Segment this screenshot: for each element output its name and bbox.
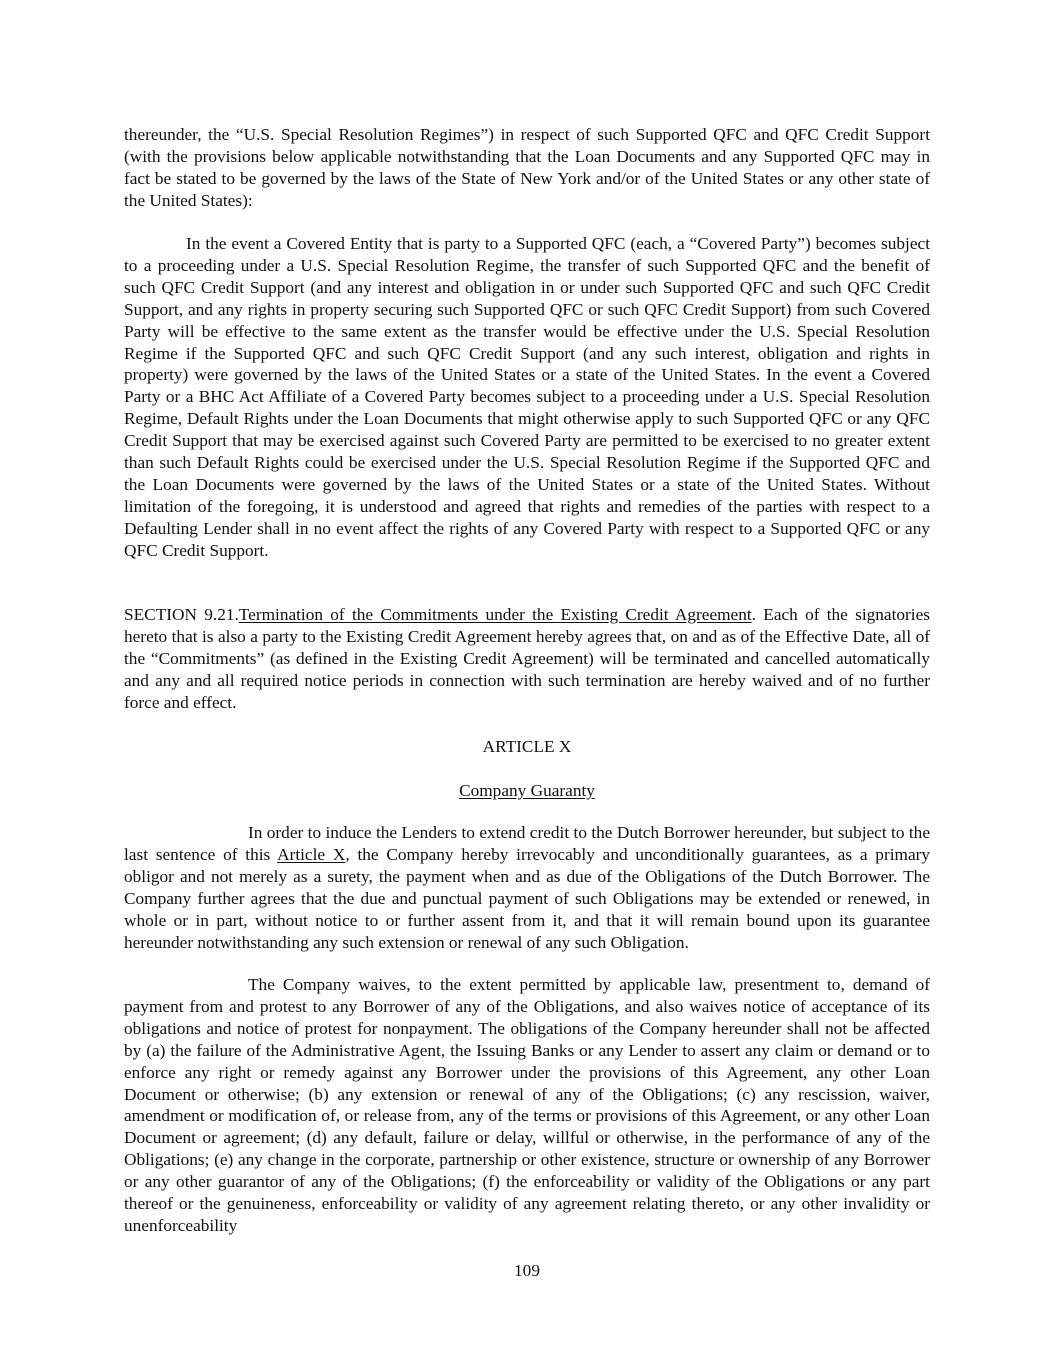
guaranty-text-before: In order to induce the Lenders to extend credit to the Dutch Borrower hereunder, but subject to the last sentence of this	[124, 823, 930, 864]
section-heading: Termination of the Commitments under the Existing Credit Agreement	[238, 605, 752, 624]
article-title-text: Company Guaranty	[459, 781, 595, 800]
page-number: 109	[514, 1261, 540, 1280]
paragraph-covered-party: In the event a Covered Entity that is party to a Supported QFC (each, a “Covered Party”) becomes subject to a proceeding under a U.S. Special Resolution Regime, the transfer of such Supported QFC and the benefit of such QFC Credit Support (and any interest and obligation in or under such Supported QFC and such QFC Credit Support, and any rights in property securing such Supported QFC or such QFC Credit Support) from such Covered Party will be effective to the same extent as the transfer would be effective under the U.S. Special Resolution Regime if the Supported QFC and such QFC Credit Support (and any such interest, obligation and rights in property) were governed by the laws of the United States or a state of the United States. In the event a Covered Party or a BHC Act Affiliate of a Covered Party becomes subject to a proceeding under a U.S. Special Resolution Regime, Default Rights under the Loan Documents that might otherwise apply to such Supported QFC or any QFC Credit Support that may be exercised against such Covered Party are permitted to be exercised to no greater extent than such Default Rights could be exercised under the U.S. Special Resolution Regime if the Supported QFC and the Loan Documents were governed by the laws of the United States or a state of the United States. Without limitation of the foregoing, it is understood and agreed that rights and remedies of the parties with respect to a Defaulting Lender shall in no event affect the rights of any Covered Party with respect to a Supported QFC or any QFC Credit Support.	[124, 234, 930, 560]
article-reference: Article X	[277, 844, 346, 864]
section-9-21	[124, 604, 930, 714]
paragraph-waiver: The Company waives, to the extent permitted by applicable law, presentment to, demand of payment from and protest to any Borrower of any of the Obligations, and also waives notice of acceptance of its obligations and notice of protest for nonpayment. The obligations of the Company hereunder shall not be affected by (a) the failure of the Administrative Agent, the Issuing Banks or any Lender to assert any claim or demand or to enforce any right or remedy against any Borrower under the provisions of this Agreement, any other Loan Document or otherwise; (b) any extension or renewal of any of the Obligations; (c) any rescission, waiver, amendment or modification of, or release from, any of the terms or provisions of this Agreement, or any other Loan Document or agreement; (d) any default, failure or delay, willful or otherwise, in the performance of any of the Obligations; (e) any change in the corporate, partnership or other existence, structure or ownership of any Borrower or any other guarantor of any of the Obligations; (f) the enforceability or validity of the Obligations or any part thereof or the genuineness, enforceability or validity of any agreement relating thereto, or any other invalidity or unenforceability	[124, 975, 930, 1235]
section-number: SECTION 9.21.	[124, 605, 239, 624]
paragraph-continuation: thereunder, the “U.S. Special Resolution Regimes”) in respect of such Supported QFC and QFC Credit Support (with the provisions below applicable notwithstanding that the Loan Documents and any Supported QFC may in fact be stated to be governed by the laws of the State of New York and/or of the United States or any other state of the United States):	[124, 125, 930, 210]
section-body: . Each of the signatories hereto that is also a party to the Existing Credit Agreement hereby agrees that, on and as of the Effective Date, all of the “Commitments” (as defined in the Existing Credit Agreement) will be terminated and cancelled automatically and any and all required notice periods in connection with such termination are hereby waived and of no further force and effect.	[124, 605, 930, 712]
article-title	[124, 780, 930, 802]
guaranty-text-after: , the Company hereby irrevocably and unconditionally guarantees, as a primary obligor and not merely as a surety, the payment when and as due of the Obligations of the Dutch Borrower. The Company further agrees that the due and punctual payment of such Obligations may be extended or renewed, in whole or in part, without notice to or further assent from it, and that it will remain bound upon its guarantee hereunder notwithstanding any such extension or renewal of any such Obligation.	[124, 844, 931, 952]
article-number: ARTICLE X	[482, 737, 572, 756]
paragraph-guaranty	[124, 822, 930, 953]
